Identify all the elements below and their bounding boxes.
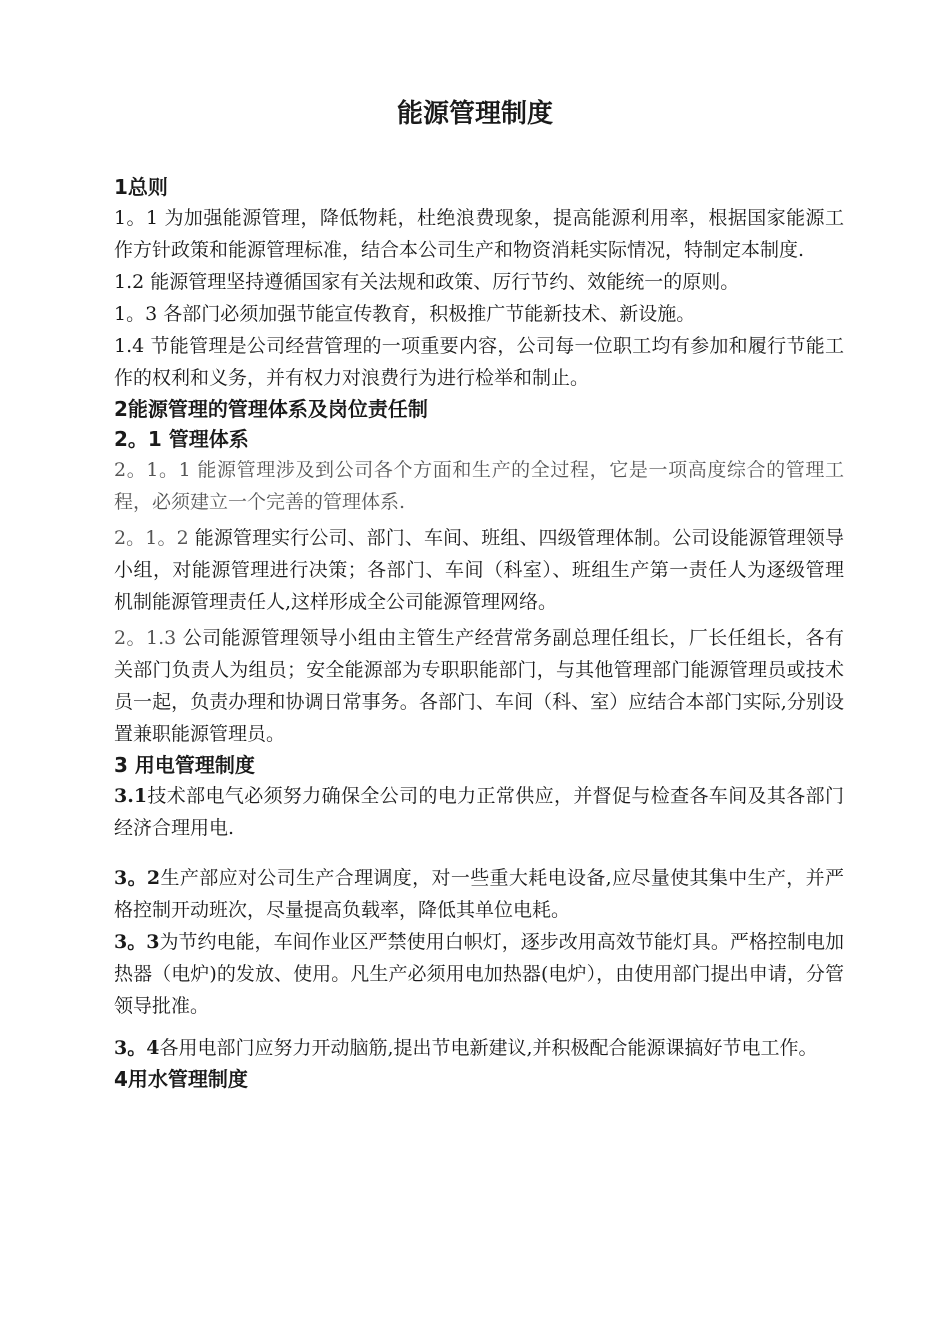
paragraph-1-1 <box>114 202 844 266</box>
clause-text: 为加强能源管理，降低物耗，杜绝浪费现象，提高能源利用率，根据国家能源工作方针政策和能源管理标准，结合本公司生产和物资消耗实际情况，特制定本制度. <box>114 207 844 261</box>
paragraph-1-3 <box>114 298 844 330</box>
section-heading-2: 2能源管理的管理体系及岗位责任制 <box>114 397 428 421</box>
clause-text: 技术部电气必须努力确保全公司的电力正常供应，并督促与检查各车间及其各部门经济合理用电. <box>114 785 844 839</box>
clause-text: 各用电部门应努力开动脑筋,提出节电新建议,并积极配合能源课搞好节电工作。 <box>159 1037 818 1059</box>
subsection-heading-2-1: 2。1 管理体系 <box>114 427 249 451</box>
clause-number: 1。3 <box>114 303 158 325</box>
clause-number: 3。2 <box>114 867 161 889</box>
page-title: 能源管理制度 <box>396 99 553 129</box>
paragraph-3-4 <box>114 1032 844 1064</box>
paragraph-3-2 <box>114 862 844 926</box>
clause-number: 3。3 <box>114 931 160 953</box>
section-heading-1: 1总则 <box>114 175 168 199</box>
clause-number: 1.4 <box>114 335 145 357</box>
paragraph-3-3 <box>114 926 844 1022</box>
clause-text: 能源管理坚持遵循国家有关法规和政策、厉行节约、效能统一的原则。 <box>144 271 740 293</box>
clause-number: 3。4 <box>114 1037 160 1059</box>
clause-number: 3.1 <box>114 785 148 807</box>
paragraph-3-1 <box>114 780 844 844</box>
clause-text: 能源管理涉及到公司各个方面和生产的全过程，它是一项高度综合的管理工程，必须建立一个完善的管理体系. <box>114 459 844 513</box>
clause-number: 1。1 <box>114 207 159 229</box>
section-heading-3: 3 用电管理制度 <box>114 753 255 777</box>
clause-text: 节能管理是公司经营管理的一项重要内容，公司每一位职工均有参加和履行节能工作的权利和义务，并有权力对浪费行为进行检举和制止。 <box>114 335 844 389</box>
clause-number: 2。1.3 <box>114 627 177 649</box>
clause-text: 生产部应对公司生产合理调度，对一些重大耗电设备,应尽量使其集中生产，并严格控制开动班次，尽量提高负载率，降低其单位电耗。 <box>114 867 844 921</box>
paragraph-2-1-2 <box>114 522 844 618</box>
clause-text: 能源管理实行公司、部门、车间、班组、四级管理体制。公司设能源管理领导小组，对能源管理进行决策；各部门、车间（科室）、班组生产第一责任人为逐级管理机制能源管理责任人,这样形成全公司能源管理网络。 <box>114 527 844 613</box>
section-heading-4: 4用水管理制度 <box>114 1067 248 1091</box>
clause-number: 1.2 <box>114 271 145 293</box>
paragraph-2-1-1 <box>114 454 844 518</box>
document-body <box>114 172 844 1094</box>
clause-text: 公司能源管理领导小组由主管生产经营常务副总理任组长，厂长任组长，各有关部门负责人为组员；安全能源部为专职职能部门，与其他管理部门能源管理员或技术员一起，负责办理和协调日常事务。各部门、车间（科、室）应结合本部门实际,分别设置兼职能源管理员。 <box>114 627 844 745</box>
clause-text: 各部门必须加强节能宣传教育，积极推广节能新技术、新设施。 <box>157 303 696 325</box>
paragraph-1-4 <box>114 330 844 394</box>
paragraph-2-1-3 <box>114 622 844 750</box>
clause-number: 2。1。1 <box>114 459 191 481</box>
clause-text: 为节约电能，车间作业区严禁使用白帜灯，逐步改用高效节能灯具。严格控制电加热器（电炉)的发放、使用。凡生产必须用电加热器(电炉），由使用部门提出申请，分管领导批准。 <box>114 931 844 1017</box>
paragraph-1-2 <box>114 266 844 298</box>
clause-number: 2。1。2 <box>114 527 189 549</box>
